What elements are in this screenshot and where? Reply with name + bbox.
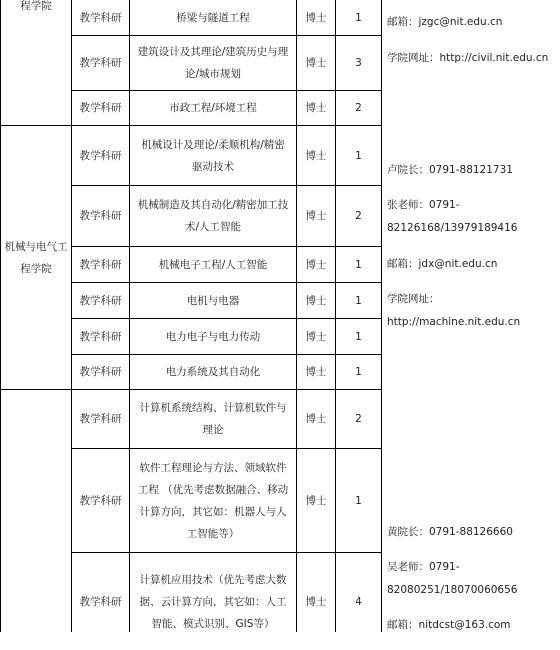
count-cell [336,355,381,389]
degree-cell [297,553,335,650]
major-cell [130,319,296,354]
type-text: 教学科研 [79,210,122,222]
college-website[interactable]: http://machine.nit.edu.cn [387,316,521,328]
col-border [381,0,382,632]
degree-text: 博士 [305,494,327,507]
degree-cell [297,186,335,246]
degree-cell [297,390,335,448]
degree-text: 博士 [305,57,327,69]
contact-email: 邮箱：jzgc@nit.edu.cn [387,16,503,28]
count-text: 1 [355,494,362,507]
major-cell [130,390,296,448]
major-line: 驱动技术 [192,160,234,173]
count-text: 4 [355,595,362,608]
major-line: 电力电子与电力传动 [165,330,261,343]
type-text: 教学科研 [79,57,122,69]
type-cell [72,36,129,90]
degree-cell [297,126,335,185]
type-cell [72,283,129,318]
degree-text: 博士 [305,210,327,222]
major-cell [130,355,296,389]
major-line: 软件工程理论与方法、领域软件 [139,461,287,474]
type-text: 教学科研 [79,413,122,425]
degree-cell [297,36,335,90]
count-cell [336,283,381,318]
type-cell [72,186,129,246]
count-text: 1 [355,294,362,307]
major-line: 智能、模式识别、GIS等） [151,617,275,630]
degree-text: 博士 [305,330,327,343]
college-name-line: 机械与电气工 [4,240,68,253]
count-text: 1 [355,366,362,378]
degree-text: 博士 [305,595,327,608]
count-cell [336,0,381,35]
contact-dean-phone: 卢院长：0791-88121731 [387,164,513,176]
count-cell [336,36,381,90]
type-cell [72,553,129,650]
college-name: 程学院 [20,0,52,12]
degree-text: 博士 [305,413,327,425]
major-line: 理论 [202,424,224,436]
count-text: 1 [355,149,362,162]
major-cell [130,449,296,552]
degree-cell [297,247,335,282]
major-cell [130,0,296,35]
major-cell [130,126,296,185]
count-text: 2 [355,413,362,425]
contact-teacher-phone: 吴老师：0791- [387,561,460,573]
major-line: 建筑设计及其理论/建筑历史与理 [137,46,289,58]
major-line: 市政工程/环境工程 [169,102,257,114]
contact-teacher-phone-cont: 82126168/13979189416 [387,222,518,234]
type-cell [72,355,129,389]
major-line: 电力系统及其自动化 [165,366,261,378]
contact-email: 邮箱：nitdcst@163.com [387,619,511,631]
major-line: 电机与电器 [186,294,240,307]
major-line: 据、云计算方向，其它如：人工 [139,595,287,608]
count-cell [336,319,381,354]
type-text: 教学科研 [79,366,122,378]
degree-text: 博士 [305,258,327,271]
count-cell [336,247,381,282]
count-cell [336,449,381,552]
major-line: 机械设计及理论/柔顺机构/精密 [141,138,285,151]
degree-text: 博士 [305,11,327,24]
type-cell [72,390,129,448]
major-line: 计算机系统结构、计算机软件与 [139,402,287,414]
degree-text: 博士 [305,102,327,114]
contact-email: 邮箱：jdx@nit.edu.cn [387,258,498,270]
count-text: 1 [355,11,362,24]
major-line: 计算方向，其它如：机器人与人 [139,505,287,518]
type-cell [72,247,129,282]
type-text: 教学科研 [79,294,122,307]
type-cell [72,449,129,552]
major-cell [130,36,296,90]
major-cell [130,186,296,246]
college-cell [1,0,71,12]
major-line: 工程 （优先考虑数据融合、移动 [137,483,289,496]
type-cell [72,91,129,125]
major-cell [130,553,296,650]
college-name-line: 程学院 [20,262,52,275]
major-line: 论/城市规划 [184,68,242,80]
count-cell [336,126,381,185]
count-text: 3 [355,57,362,69]
count-cell [336,553,381,650]
type-text: 教学科研 [79,258,122,271]
type-text: 教学科研 [79,330,122,343]
degree-text: 博士 [305,294,327,307]
degree-text: 博士 [305,366,327,378]
count-text: 1 [355,330,362,343]
degree-cell [297,283,335,318]
count-text: 2 [355,102,362,114]
count-cell [336,186,381,246]
degree-text: 博士 [305,149,327,162]
degree-cell [297,355,335,389]
count-cell [336,390,381,448]
type-text: 教学科研 [79,11,122,24]
major-cell [130,283,296,318]
type-text: 教学科研 [79,494,122,507]
degree-cell [297,91,335,125]
major-line: 工智能等） [186,527,240,540]
major-line: 计算机应用技术（优先考虑大数 [139,573,287,586]
type-text: 教学科研 [79,102,122,114]
type-text: 教学科研 [79,595,122,608]
degree-cell [297,0,335,35]
college-website[interactable]: 学院网址：http://civil.nit.edu.cn [387,52,549,64]
count-text: 2 [355,210,362,222]
type-cell [72,0,129,35]
contact-teacher-phone-cont: 82080251/18070060656 [387,584,518,596]
type-cell [72,319,129,354]
type-text: 教学科研 [79,149,122,162]
major-line: 机械电子工程/人工智能 [158,258,268,271]
type-cell [72,126,129,185]
contact-dean-phone: 黄院长：0791-88126660 [387,526,513,538]
count-text: 1 [355,258,362,271]
college-website-label: 学院网址： [387,293,440,305]
major-cell [130,247,296,282]
degree-cell [297,449,335,552]
major-line: 机械制造及其自动化/精密加工技 [137,199,289,211]
college-cell [1,126,71,389]
major-line: 桥梁与隧道工程 [176,11,250,24]
major-line: 术/人工智能 [184,221,242,233]
contact-teacher-phone: 张老师：0791- [387,199,460,211]
major-cell [130,91,296,125]
degree-cell [297,319,335,354]
count-cell [336,91,381,125]
